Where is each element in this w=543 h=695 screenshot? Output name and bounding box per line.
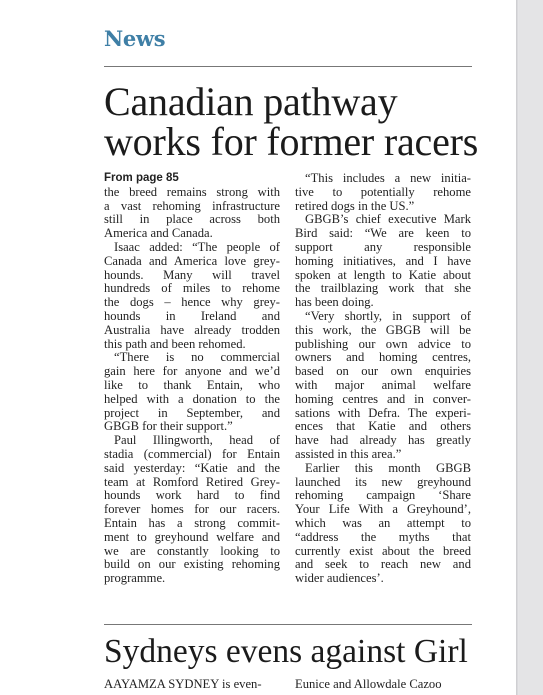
body-text-line: homing centres and in conver- [295,391,471,406]
body-text-line: “This includes a new initia- [305,171,471,185]
body-text-line: ences that Katie and others [295,419,471,434]
body-text-line: GBGB’s chief executive Mark [305,212,471,227]
body-text-line: “Very shortly, in support of [305,308,471,323]
body-text-line: ment to greyhound welfare and [104,529,280,544]
article-column-right [295,172,471,586]
body-text-line: the trailblazing work that she [295,281,471,296]
body-text-line: we are constantly looking to [104,543,280,558]
body-text-line: hounds work hard to find [104,488,280,503]
second-story-teaser-right: Eunice and Allowdale Cazoo [295,677,442,691]
body-text-line: a vast rehoming infrastructure [104,198,280,213]
body-text-line: this path and been rehomed. [104,336,246,351]
body-text-line: owners and homing centres, [295,350,471,365]
body-text-line: Canada and America love grey- [104,253,280,268]
body-text-line: Earlier this month GBGB [305,460,471,475]
body-text-line: which was an attempt to [295,515,471,530]
body-text-line: stadia (commercial) for Entain [104,446,280,461]
body-text-line: this work, the GBGB will be [295,322,471,337]
body-text-line: the breed remains strong with [104,184,280,199]
body-text-line: Paul Illingworth, head of [114,433,280,448]
body-text-line: publishing our own advice to [295,336,471,351]
body-text-line: Australia have already trodden [104,322,280,337]
body-text-line: hundreds of miles to rehome [104,281,280,296]
body-text-line: assisted in this area.” [295,446,402,461]
body-text-line: homing initiatives, and I have [295,253,471,268]
story-divider [104,624,472,625]
section-rule [104,66,472,67]
body-text-line: with major animal welfare [295,377,471,392]
body-text-line: currently exist about the breed [295,543,471,558]
body-text-line: Isaac added: “The people of [114,239,280,254]
headline [104,79,484,164]
body-text-line: build on our existing rehoming [104,557,280,572]
body-text-line: America and Canada. [104,226,213,241]
body-text-line: retired dogs in the US.” [295,198,415,213]
body-text-line: “There is no commercial [114,350,280,365]
body-text-line: the dogs – hence why grey- [104,295,280,310]
body-text-line: gain here for anyone and we’d [104,364,280,379]
body-text-line: Your Life With a Greyhound’, [295,502,471,517]
body-text-line: said yesterday: “Katie and the [104,460,280,475]
body-text-line: Bird said: “We are keen to [295,226,471,241]
body-text-line: team at Romford Retired Grey- [104,474,280,489]
page-edge [516,0,519,695]
body-text-line: helped with a donation to the [104,391,280,406]
body-text-line: hounds in Ireland and [104,308,280,323]
body-text-line: forever homes for our racers. [104,502,280,517]
body-text-line: launched its new greyhound [295,474,471,489]
body-text-line: has been doing. [295,295,374,310]
body-text-line: rehoming campaign ‘Share [295,488,471,503]
section-label: News [104,26,166,51]
second-story-teaser-left: AAYAMZA SYDNEY is even- [104,677,262,691]
body-text-line: and seek to reach new and [295,557,471,572]
second-headline: Sydneys evens against Girl [104,633,468,670]
body-text-line: based on our own enquiries [295,364,471,379]
body-text-line: tive to potentially rehome [295,184,471,199]
body-text-line: wider audiences’. [295,571,384,586]
body-text-line: hounds. Many will travel [104,267,280,282]
body-text-line: spoken at length to Katie about [295,267,471,282]
headline-line: works for former racers [104,119,479,164]
body-text-line: have had already has greatly [295,433,471,448]
body-text-line: Entain has a strong commit- [104,515,280,530]
body-text-line: sations with Defra. The experi- [295,405,471,420]
body-text-line: still in place across both [104,212,280,227]
headline-line: Canadian pathway [104,79,398,124]
body-text-line: like to thank Entain, who [104,377,280,392]
article-column-left [104,172,280,586]
body-text-line: support any responsible [295,239,471,254]
body-text-line: project in September, and [104,405,280,420]
body-text-line: “address the myths that [295,529,471,544]
body-text-line: GBGB for their support.” [104,419,233,434]
body-text-line: programme. [104,571,166,586]
from-page-label: From page 85 [104,172,179,184]
